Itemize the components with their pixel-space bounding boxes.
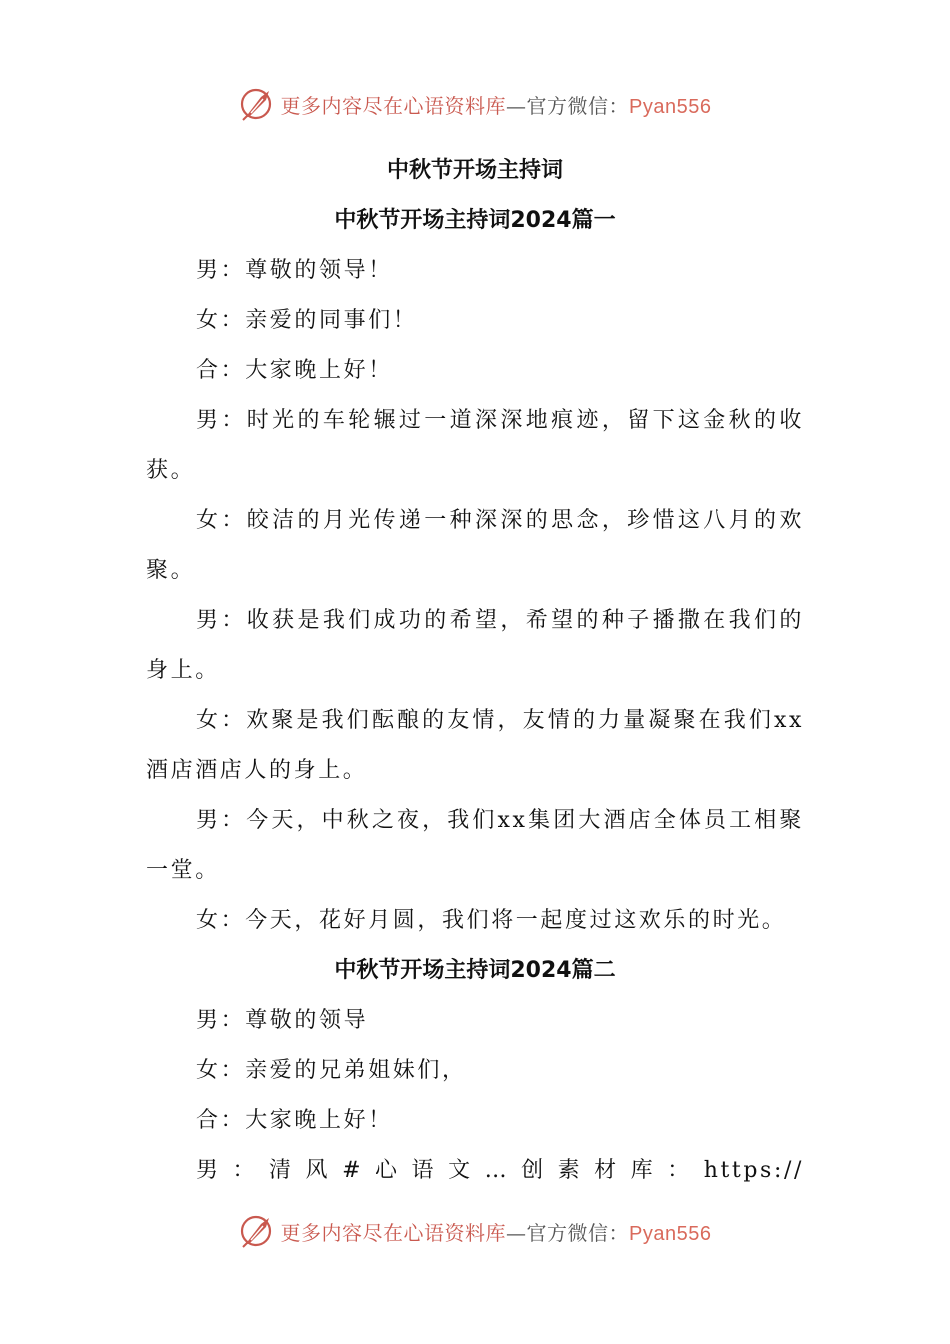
document-title: 中秋节开场主持词 [386,158,563,183]
banner-sub-text: —官方微信： [506,93,630,118]
paragraph: 女：皎洁的月光传递一种深深的思念，珍惜这八月的欢聚。 [146,508,804,583]
footer-watermark-banner [0,1209,950,1253]
banner-wechat-id: Pyan556 [629,95,712,118]
banner-wechat-id: Pyan556 [629,1222,712,1245]
banner-main-text: 更多内容尽在心语资料库 [280,1220,507,1245]
paragraph: 男：时光的车轮辗过一道深深地痕迹，留下这金秋的收获。 [146,408,804,483]
paragraph: 男：尊敬的领导！ [196,258,393,283]
paragraph: 合：大家晚上好！ [196,1108,393,1133]
quill-pen-logo-icon [239,85,277,123]
paragraph: 女：今天，花好月圆，我们将一起度过这欢乐的时光。 [196,908,787,933]
paragraph: 男：收获是我们成功的希望，希望的种子播撒在我们的身上。 [146,608,804,683]
banner-sub-text: —官方微信： [506,1220,630,1245]
document-body [146,146,804,1196]
paragraph: 男：清风#心语文…创素材库：https:// [196,1158,804,1183]
paragraph: 男：尊敬的领导 [196,1008,369,1033]
paragraph: 女：亲爱的兄弟姐妹们， [196,1058,467,1083]
section-heading-2: 中秋节开场主持词2024篇二 [334,958,616,983]
quill-pen-logo-icon [239,1212,277,1250]
paragraph: 女：亲爱的同事们！ [196,308,418,333]
paragraph: 合：大家晚上好！ [196,358,393,383]
paragraph: 女：欢聚是我们酝酿的友情，友情的力量凝聚在我们xx酒店酒店人的身上。 [146,708,804,783]
section-heading-1: 中秋节开场主持词2024篇一 [334,208,616,233]
paragraph: 男：今天，中秋之夜，我们xx集团大酒店全体员工相聚一堂。 [146,808,804,883]
header-watermark-banner [0,82,950,126]
banner-main-text: 更多内容尽在心语资料库 [280,93,507,118]
